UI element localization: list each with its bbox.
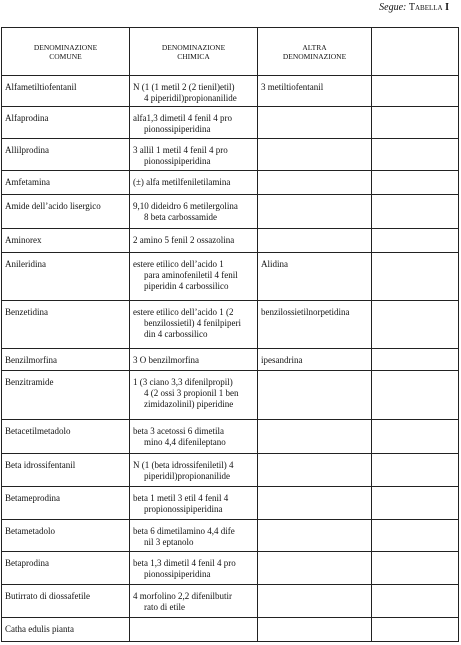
header-comune-line2: COMUNE bbox=[49, 51, 82, 61]
cell-empty bbox=[372, 107, 459, 139]
running-head-tabella: Tabella bbox=[408, 2, 443, 13]
cell-altra-denominazione bbox=[258, 420, 372, 454]
cell-denominazione-comune: Allilprodina bbox=[2, 139, 130, 171]
table-row bbox=[2, 195, 459, 229]
chimica-line: pionossipiperidina bbox=[144, 124, 211, 134]
chimica-line: 1 (3 ciano 3,3 difenilpropil) bbox=[133, 377, 233, 387]
chimica-line: propionossipiperidina bbox=[144, 504, 223, 514]
cell-denominazione-chimica bbox=[130, 371, 258, 420]
cell-denominazione-comune: Benzetidina bbox=[2, 301, 130, 349]
cell-altra-denominazione: ipesandrina bbox=[258, 349, 372, 371]
table-row bbox=[2, 371, 459, 420]
chimica-line: nil 3 eptanolo bbox=[144, 537, 194, 547]
header-denominazione-chimica bbox=[130, 28, 258, 76]
cell-altra-denominazione bbox=[258, 139, 372, 171]
cell-denominazione-chimica bbox=[130, 618, 258, 642]
cell-denominazione-comune: Aminorex bbox=[2, 229, 130, 253]
chimica-line: estere etilico dell’acido 1 (2 bbox=[133, 307, 234, 317]
table-row bbox=[2, 349, 459, 371]
chimica-line: N (1 (1 metil 2 (2 tienil)etil) bbox=[133, 82, 235, 92]
cell-altra-denominazione bbox=[258, 107, 372, 139]
cell-denominazione-comune: Butirrato di diossafetile bbox=[2, 585, 130, 618]
cell-altra-denominazione bbox=[258, 552, 372, 585]
chimica-line: para aminofeniletil 4 fenil bbox=[144, 270, 238, 280]
cell-denominazione-chimica bbox=[130, 454, 258, 487]
cell-denominazione-comune: Betacetilmetadolo bbox=[2, 420, 130, 454]
chimica-line: beta 6 dimetilamino 4,4 dife bbox=[133, 526, 235, 536]
cell-denominazione-chimica bbox=[130, 520, 258, 552]
cell-empty bbox=[372, 349, 459, 371]
table-row bbox=[2, 618, 459, 642]
cell-denominazione-comune: Benzitramide bbox=[2, 371, 130, 420]
chimica-line: piperidil)propionanilide bbox=[144, 471, 230, 481]
cell-denominazione-comune: Amide dell’acido lisergico bbox=[2, 195, 130, 229]
header-altra-denominazione bbox=[258, 28, 372, 76]
cell-altra-denominazione bbox=[258, 371, 372, 420]
cell-denominazione-chimica bbox=[130, 107, 258, 139]
cell-empty bbox=[372, 520, 459, 552]
header-altra-line2: DENOMINAZIONE bbox=[282, 51, 347, 61]
table-row bbox=[2, 229, 459, 253]
chimica-line: 8 beta carbossamide bbox=[144, 212, 217, 222]
cell-altra-denominazione bbox=[258, 171, 372, 195]
cell-denominazione-chimica bbox=[130, 349, 258, 371]
cell-denominazione-chimica bbox=[130, 76, 258, 107]
chimica-line: 4 morfolino 2,2 difenilbutir bbox=[133, 591, 232, 601]
chimica-line: pionossipiperidina bbox=[144, 569, 211, 579]
cell-denominazione-comune: Anileridina bbox=[2, 253, 130, 301]
cell-denominazione-comune: Betaprodina bbox=[2, 552, 130, 585]
cell-denominazione-comune: Amfetamina bbox=[2, 171, 130, 195]
chimica-line: 3 O benzilmorfina bbox=[133, 355, 199, 365]
cell-denominazione-chimica bbox=[130, 171, 258, 195]
chimica-line: estere etilico dell’acido 1 bbox=[133, 259, 224, 269]
chimica-line: 3 allil 1 metil 4 fenil 4 pro bbox=[133, 145, 228, 155]
cell-denominazione-chimica bbox=[130, 301, 258, 349]
cell-empty bbox=[372, 139, 459, 171]
cell-denominazione-chimica bbox=[130, 139, 258, 171]
header-altra-line1: ALTRA bbox=[302, 42, 327, 52]
cell-altra-denominazione bbox=[258, 487, 372, 520]
cell-altra-denominazione bbox=[258, 195, 372, 229]
cell-altra-denominazione: benzilossietilnorpetidina bbox=[258, 301, 372, 349]
header-row bbox=[2, 28, 459, 76]
header-chimica-line1: DENOMINAZIONE bbox=[161, 42, 226, 52]
header-denominazione-comune bbox=[2, 28, 130, 76]
table-row bbox=[2, 454, 459, 487]
table-row bbox=[2, 552, 459, 585]
cell-denominazione-comune: Betameprodina bbox=[2, 487, 130, 520]
cell-altra-denominazione bbox=[258, 585, 372, 618]
chimica-line: din 4 carbossilico bbox=[144, 329, 208, 339]
header-chimica-line2: CHIMICA bbox=[177, 51, 210, 61]
header-empty bbox=[372, 28, 459, 76]
cell-denominazione-comune: Beta idrossifentanil bbox=[2, 454, 130, 487]
cell-denominazione-chimica bbox=[130, 552, 258, 585]
running-head-segue: Segue: bbox=[379, 2, 407, 13]
header-comune-line1: DENOMINAZIONE bbox=[33, 42, 98, 52]
cell-altra-denominazione bbox=[258, 618, 372, 642]
cell-denominazione-chimica bbox=[130, 195, 258, 229]
chimica-line: piperidin 4 carbossilico bbox=[144, 281, 229, 291]
table-row bbox=[2, 487, 459, 520]
cell-denominazione-comune: Catha edulis pianta bbox=[2, 618, 130, 642]
cell-altra-denominazione bbox=[258, 520, 372, 552]
cell-denominazione-chimica bbox=[130, 585, 258, 618]
cell-altra-denominazione bbox=[258, 454, 372, 487]
chimica-line: 2 amino 5 fenil 2 ossazolina bbox=[133, 235, 235, 245]
cell-denominazione-comune: Benzilmorfina bbox=[2, 349, 130, 371]
cell-empty bbox=[372, 585, 459, 618]
cell-empty bbox=[372, 371, 459, 420]
table-row bbox=[2, 420, 459, 454]
cell-denominazione-comune: Alfaprodina bbox=[2, 107, 130, 139]
cell-denominazione-chimica bbox=[130, 229, 258, 253]
cell-altra-denominazione: Alidina bbox=[258, 253, 372, 301]
cell-denominazione-chimica bbox=[130, 253, 258, 301]
chimica-line: rato di etile bbox=[144, 602, 185, 612]
table-row bbox=[2, 76, 459, 107]
table-row bbox=[2, 253, 459, 301]
chimica-line: pionossipiperidina bbox=[144, 156, 211, 166]
cell-empty bbox=[372, 618, 459, 642]
chimica-line: N (1 (beta idrossifeniletil) 4 bbox=[133, 460, 234, 470]
cell-empty bbox=[372, 253, 459, 301]
cell-altra-denominazione bbox=[258, 229, 372, 253]
chimica-line: benzilossietil) 4 fenilpiperi bbox=[144, 318, 241, 328]
table-row bbox=[2, 585, 459, 618]
cell-denominazione-comune: Alfametiltiofentanil bbox=[2, 76, 130, 107]
chimica-line: zimidazolinil) piperidine bbox=[144, 399, 234, 409]
chimica-line: 9,10 dideidro 6 metilergolina bbox=[133, 201, 238, 211]
substances-table bbox=[1, 27, 459, 642]
table-row bbox=[2, 520, 459, 552]
cell-denominazione-chimica bbox=[130, 420, 258, 454]
cell-denominazione-chimica bbox=[130, 487, 258, 520]
table-row bbox=[2, 107, 459, 139]
chimica-line: 4 (2 ossi 3 propionil 1 ben bbox=[144, 388, 239, 398]
cell-altra-denominazione: 3 metiltiofentanil bbox=[258, 76, 372, 107]
chimica-line: beta 1 metil 3 etil 4 fenil 4 bbox=[133, 493, 229, 503]
cell-empty bbox=[372, 171, 459, 195]
chimica-line: (±) alfa metilfeniletilamina bbox=[133, 177, 231, 187]
chimica-line: beta 1,3 dimetil 4 fenil 4 pro bbox=[133, 558, 236, 568]
cell-empty bbox=[372, 301, 459, 349]
table-body bbox=[2, 76, 459, 642]
chimica-line: mino 4,4 difenileptano bbox=[144, 437, 226, 447]
table-row bbox=[2, 139, 459, 171]
cell-empty bbox=[372, 454, 459, 487]
chimica-line: alfa1,3 dimetil 4 fenil 4 pro bbox=[133, 113, 232, 123]
running-head-number: I bbox=[445, 2, 449, 13]
chimica-line: beta 3 acetossi 6 dimetila bbox=[133, 426, 224, 436]
cell-empty bbox=[372, 229, 459, 253]
cell-empty bbox=[372, 195, 459, 229]
cell-empty bbox=[372, 552, 459, 585]
cell-empty bbox=[372, 420, 459, 454]
table-row bbox=[2, 171, 459, 195]
table-row bbox=[2, 301, 459, 349]
running-head bbox=[379, 2, 449, 14]
chimica-line: 4 piperidil)propionanilide bbox=[144, 93, 237, 103]
cell-empty bbox=[372, 76, 459, 107]
cell-denominazione-comune: Betametadolo bbox=[2, 520, 130, 552]
cell-empty bbox=[372, 487, 459, 520]
